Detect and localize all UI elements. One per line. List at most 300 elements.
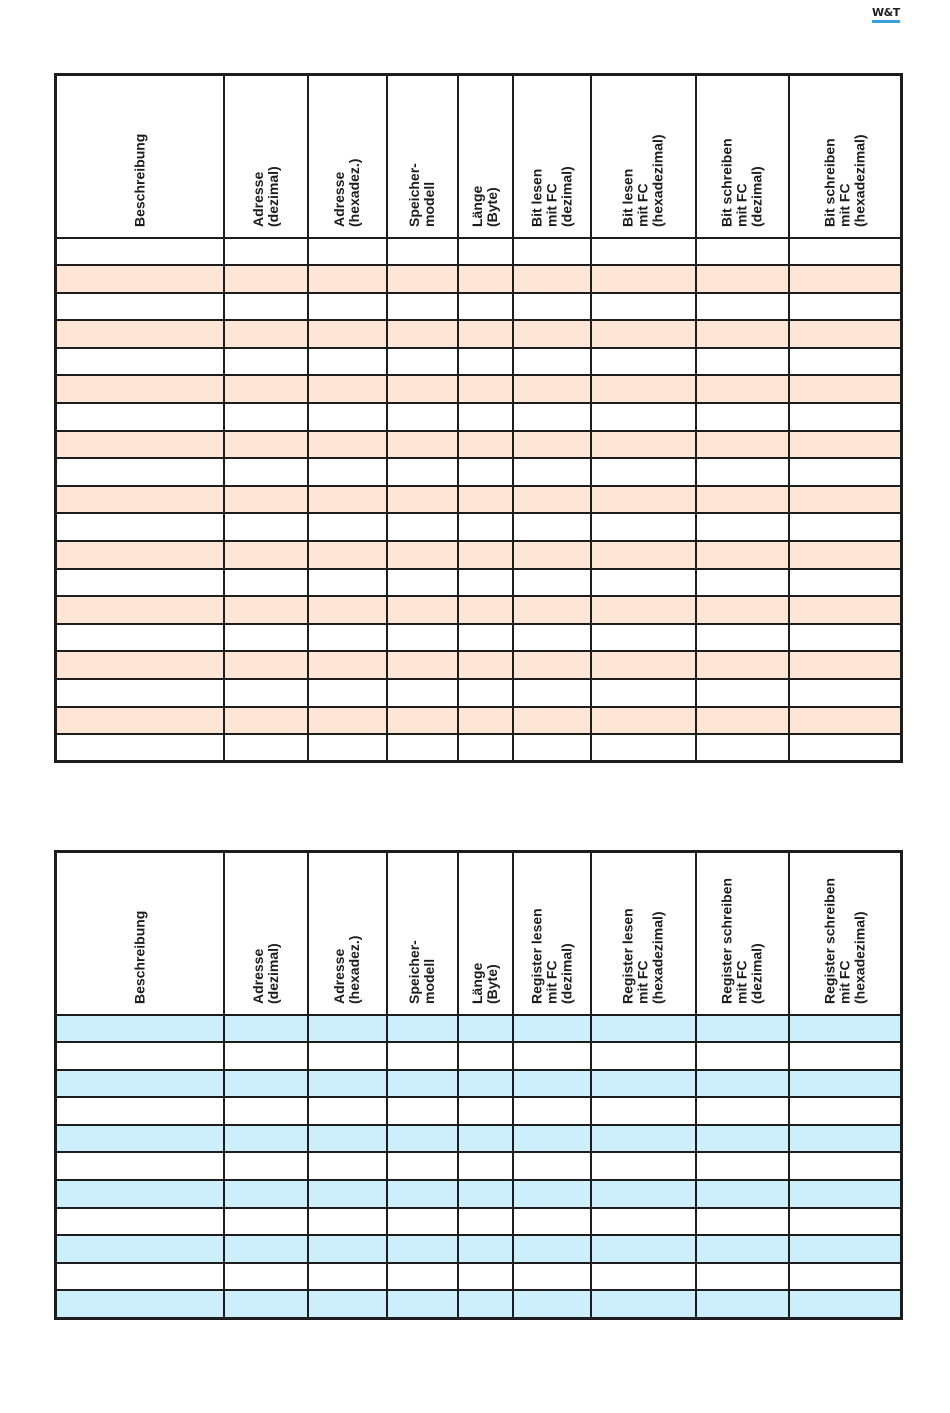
table-cell (387, 348, 458, 376)
column-header (458, 75, 513, 238)
table-cell (789, 513, 902, 541)
table-cell (224, 679, 308, 707)
table-cell (56, 1263, 224, 1291)
table-cell (696, 1125, 789, 1153)
table-cell (591, 679, 696, 707)
table-row (56, 1152, 902, 1180)
table-cell (56, 624, 224, 652)
table-cell (696, 679, 789, 707)
table-cell (308, 541, 387, 569)
register-table (54, 850, 903, 1320)
table-cell (591, 320, 696, 348)
column-header-label: Adresse (dezimal) (249, 165, 281, 227)
table-cell (56, 1208, 224, 1236)
table-cell (308, 596, 387, 624)
table-row (56, 1180, 902, 1208)
table-row (56, 734, 902, 762)
table-cell (789, 1042, 902, 1070)
table-cell (56, 293, 224, 321)
column-header (591, 75, 696, 238)
table-cell (696, 1042, 789, 1070)
table-cell (513, 541, 591, 569)
table-cell (458, 1015, 513, 1043)
table-cell (56, 1015, 224, 1043)
table-cell (56, 679, 224, 707)
table-cell (56, 431, 224, 459)
table-cell (308, 375, 387, 403)
table-cell (56, 569, 224, 597)
table-cell (224, 486, 308, 514)
table-cell (591, 707, 696, 735)
column-header-label: Adresse (hexadez.) (331, 158, 362, 227)
table-cell (458, 1180, 513, 1208)
table-cell (513, 569, 591, 597)
column-header (513, 75, 591, 238)
table-cell (224, 541, 308, 569)
table-cell (696, 375, 789, 403)
table-cell (224, 320, 308, 348)
table-row (56, 651, 902, 679)
table-cell (387, 513, 458, 541)
column-header-label: Adresse (hexadez.) (331, 935, 362, 1004)
table-cell (56, 651, 224, 679)
table-cell (591, 1042, 696, 1070)
table-cell (789, 707, 902, 735)
table-cell (308, 348, 387, 376)
table-cell (458, 403, 513, 431)
table-cell (56, 1152, 224, 1180)
table-cell (591, 513, 696, 541)
table-cell (789, 293, 902, 321)
table-cell (308, 458, 387, 486)
table-row (56, 1042, 902, 1070)
table-cell (387, 431, 458, 459)
table-cell (789, 651, 902, 679)
table-cell (224, 1097, 308, 1125)
table-cell (696, 238, 789, 266)
table-row (56, 569, 902, 597)
table-cell (308, 1152, 387, 1180)
table-cell (513, 1208, 591, 1236)
table-cell (513, 734, 591, 762)
table-cell (513, 486, 591, 514)
column-header (458, 852, 513, 1015)
table-cell (387, 375, 458, 403)
table-cell (387, 1208, 458, 1236)
table-cell (696, 707, 789, 735)
table-cell (591, 265, 696, 293)
table-cell (387, 707, 458, 735)
table-cell (56, 707, 224, 735)
column-header-label: Register lesen mit FC (dezimal) (528, 907, 574, 1004)
table-row (56, 1263, 902, 1291)
table-cell (591, 1125, 696, 1153)
table-cell (591, 1208, 696, 1236)
table-cell (696, 1208, 789, 1236)
table-cell (387, 265, 458, 293)
table-cell (696, 265, 789, 293)
table-cell (696, 1070, 789, 1098)
table-cell (458, 265, 513, 293)
table-cell (513, 624, 591, 652)
table-cell (513, 1180, 591, 1208)
column-header-label: Bit lesen mit FC (dezimal) (528, 165, 574, 227)
column-header (789, 852, 902, 1015)
table-cell (696, 1263, 789, 1291)
table-cell (308, 403, 387, 431)
table-cell (513, 651, 591, 679)
table-cell (458, 569, 513, 597)
column-header (224, 75, 308, 238)
table-cell (591, 431, 696, 459)
table-cell (458, 458, 513, 486)
table-cell (224, 1180, 308, 1208)
table-cell (458, 513, 513, 541)
table-cell (458, 431, 513, 459)
table-cell (591, 375, 696, 403)
table-cell (591, 1070, 696, 1098)
table-cell (458, 486, 513, 514)
table-cell (308, 1180, 387, 1208)
table-cell (56, 486, 224, 514)
table-cell (458, 1235, 513, 1263)
table-cell (789, 734, 902, 762)
table-cell (513, 1235, 591, 1263)
column-header-label: Speicher- modell (406, 162, 437, 227)
wt-logo: W&T (872, 7, 900, 23)
table-cell (387, 541, 458, 569)
table-cell (56, 348, 224, 376)
table-cell (224, 1125, 308, 1153)
table-cell (56, 265, 224, 293)
table-cell (387, 1042, 458, 1070)
column-header-label: Beschreibung (131, 133, 148, 227)
table-cell (591, 651, 696, 679)
table-cell (308, 734, 387, 762)
table-cell (789, 1235, 902, 1263)
table-cell (224, 569, 308, 597)
table-cell (224, 403, 308, 431)
table-cell (513, 238, 591, 266)
table-row (56, 1235, 902, 1263)
table-cell (308, 293, 387, 321)
table-cell (513, 403, 591, 431)
column-header (308, 75, 387, 238)
table-cell (224, 238, 308, 266)
table-row (56, 375, 902, 403)
table-cell (513, 1070, 591, 1098)
bit-table (54, 73, 903, 763)
table-cell (696, 486, 789, 514)
table-cell (224, 707, 308, 735)
table-cell (224, 1290, 308, 1318)
table-cell (789, 431, 902, 459)
table-cell (308, 513, 387, 541)
table-cell (224, 458, 308, 486)
table-cell (387, 624, 458, 652)
table-cell (224, 651, 308, 679)
table-cell (56, 513, 224, 541)
table-cell (56, 1042, 224, 1070)
table-cell (458, 734, 513, 762)
table-row (56, 1097, 902, 1125)
table-cell (224, 1152, 308, 1180)
table-cell (789, 320, 902, 348)
table-cell (591, 486, 696, 514)
table-cell (789, 596, 902, 624)
table-cell (789, 1125, 902, 1153)
table-cell (458, 1070, 513, 1098)
table-cell (56, 1125, 224, 1153)
table-row (56, 1015, 902, 1043)
table-cell (308, 1208, 387, 1236)
table-row (56, 431, 902, 459)
table-cell (387, 569, 458, 597)
column-header-label: Register schreiben mit FC (dezimal) (718, 877, 765, 1004)
table-cell (224, 348, 308, 376)
table-row (56, 320, 902, 348)
table-cell (224, 596, 308, 624)
table-cell (789, 1152, 902, 1180)
table-cell (458, 238, 513, 266)
column-header (56, 75, 224, 238)
table-cell (308, 1015, 387, 1043)
table-cell (308, 265, 387, 293)
table-cell (56, 596, 224, 624)
column-header (387, 852, 458, 1015)
table-cell (224, 375, 308, 403)
table-cell (56, 458, 224, 486)
table-cell (513, 293, 591, 321)
column-header (696, 75, 789, 238)
table-cell (696, 596, 789, 624)
table-cell (387, 1070, 458, 1098)
table-cell (224, 293, 308, 321)
table-row (56, 238, 902, 266)
table-cell (224, 1235, 308, 1263)
column-header-label: Bit schreiben mit FC (dezimal) (718, 137, 765, 227)
column-header-label: Speicher- modell (406, 939, 437, 1004)
table-cell (387, 1125, 458, 1153)
table-cell (591, 1097, 696, 1125)
table-cell (789, 1180, 902, 1208)
column-header (513, 852, 591, 1015)
table-cell (458, 375, 513, 403)
table-cell (789, 1097, 902, 1125)
column-header-label: Register schreiben mit FC (hexadezimal) (821, 877, 868, 1004)
table-cell (387, 320, 458, 348)
column-header-label: Bit lesen mit FC (hexadezimal) (619, 133, 666, 227)
table-cell (696, 1290, 789, 1318)
table-cell (696, 403, 789, 431)
table-cell (696, 348, 789, 376)
table-cell (696, 541, 789, 569)
column-header-label: Länge (Byte) (469, 185, 500, 227)
table-cell (789, 486, 902, 514)
table-cell (591, 293, 696, 321)
table-cell (56, 1097, 224, 1125)
table-cell (224, 1070, 308, 1098)
table-row (56, 624, 902, 652)
table-cell (458, 293, 513, 321)
table-cell (56, 541, 224, 569)
table-cell (696, 293, 789, 321)
table-cell (56, 403, 224, 431)
table-cell (789, 679, 902, 707)
table-cell (387, 1097, 458, 1125)
table-cell (308, 1125, 387, 1153)
column-header-label: Adresse (dezimal) (249, 942, 281, 1004)
table-cell (696, 734, 789, 762)
table-cell (789, 238, 902, 266)
table-cell (458, 651, 513, 679)
table-cell (591, 238, 696, 266)
table-cell (387, 734, 458, 762)
table-cell (308, 486, 387, 514)
table-cell (789, 458, 902, 486)
table-cell (387, 1180, 458, 1208)
table-cell (458, 1042, 513, 1070)
table-cell (789, 348, 902, 376)
table-cell (789, 541, 902, 569)
table-cell (308, 1235, 387, 1263)
table-cell (789, 1070, 902, 1098)
table-cell (224, 513, 308, 541)
table-cell (513, 596, 591, 624)
table-cell (591, 1152, 696, 1180)
table-cell (308, 238, 387, 266)
table-row (56, 486, 902, 514)
table-cell (513, 707, 591, 735)
table-cell (458, 541, 513, 569)
table-cell (789, 265, 902, 293)
table-cell (224, 734, 308, 762)
table-cell (56, 734, 224, 762)
table-cell (387, 486, 458, 514)
table-cell (696, 320, 789, 348)
table-cell (308, 651, 387, 679)
register-table-header (56, 852, 902, 1015)
table-cell (56, 375, 224, 403)
table-cell (387, 679, 458, 707)
table-cell (387, 1015, 458, 1043)
table-cell (513, 1263, 591, 1291)
table-cell (696, 431, 789, 459)
table-cell (387, 651, 458, 679)
table-cell (308, 1042, 387, 1070)
table-cell (458, 1208, 513, 1236)
table-row (56, 265, 902, 293)
column-header-label: Beschreibung (131, 910, 148, 1004)
register-table-body (56, 1015, 902, 1319)
column-header-label: Register lesen mit FC (hexadezimal) (619, 907, 666, 1004)
table-row (56, 403, 902, 431)
table-cell (387, 596, 458, 624)
table-cell (224, 1208, 308, 1236)
table-cell (458, 1290, 513, 1318)
table-cell (513, 1290, 591, 1318)
table-cell (56, 1235, 224, 1263)
table-cell (513, 1042, 591, 1070)
table-cell (591, 624, 696, 652)
table-cell (513, 265, 591, 293)
table-cell (789, 1015, 902, 1043)
table-cell (56, 1180, 224, 1208)
table-cell (513, 348, 591, 376)
table-cell (56, 1290, 224, 1318)
table-cell (696, 569, 789, 597)
table-cell (458, 1125, 513, 1153)
table-row (56, 348, 902, 376)
table-row (56, 513, 902, 541)
table-cell (591, 596, 696, 624)
table-cell (591, 734, 696, 762)
column-header (224, 852, 308, 1015)
table-cell (591, 1263, 696, 1291)
table-cell (56, 238, 224, 266)
table-cell (308, 1097, 387, 1125)
table-cell (387, 238, 458, 266)
table-cell (458, 1263, 513, 1291)
table-cell (458, 348, 513, 376)
column-header (591, 852, 696, 1015)
table-cell (458, 1097, 513, 1125)
table-cell (513, 1015, 591, 1043)
table-cell (224, 265, 308, 293)
table-row (56, 1208, 902, 1236)
table-cell (591, 1180, 696, 1208)
table-cell (513, 1097, 591, 1125)
table-cell (224, 1015, 308, 1043)
table-cell (696, 1015, 789, 1043)
table-row (56, 1070, 902, 1098)
bit-table-header (56, 75, 902, 238)
table-cell (458, 679, 513, 707)
table-cell (308, 679, 387, 707)
table-cell (458, 624, 513, 652)
table-row (56, 707, 902, 735)
table-row (56, 1290, 902, 1318)
table-cell (696, 1235, 789, 1263)
table-cell (513, 679, 591, 707)
table-cell (56, 1070, 224, 1098)
table-cell (591, 1290, 696, 1318)
table-cell (458, 320, 513, 348)
column-header (387, 75, 458, 238)
table-cell (789, 1290, 902, 1318)
table-cell (696, 458, 789, 486)
table-cell (789, 624, 902, 652)
table-cell (513, 320, 591, 348)
table-cell (696, 1152, 789, 1180)
table-row (56, 541, 902, 569)
table-cell (387, 1152, 458, 1180)
table-cell (513, 1152, 591, 1180)
column-header (789, 75, 902, 238)
table-cell (513, 375, 591, 403)
table-cell (458, 596, 513, 624)
table-cell (789, 1263, 902, 1291)
table-cell (224, 1042, 308, 1070)
table-cell (387, 1235, 458, 1263)
table-cell (789, 375, 902, 403)
table-cell (458, 1152, 513, 1180)
table-cell (308, 569, 387, 597)
table-cell (387, 403, 458, 431)
table-cell (308, 1263, 387, 1291)
column-header (308, 852, 387, 1015)
table-cell (224, 624, 308, 652)
